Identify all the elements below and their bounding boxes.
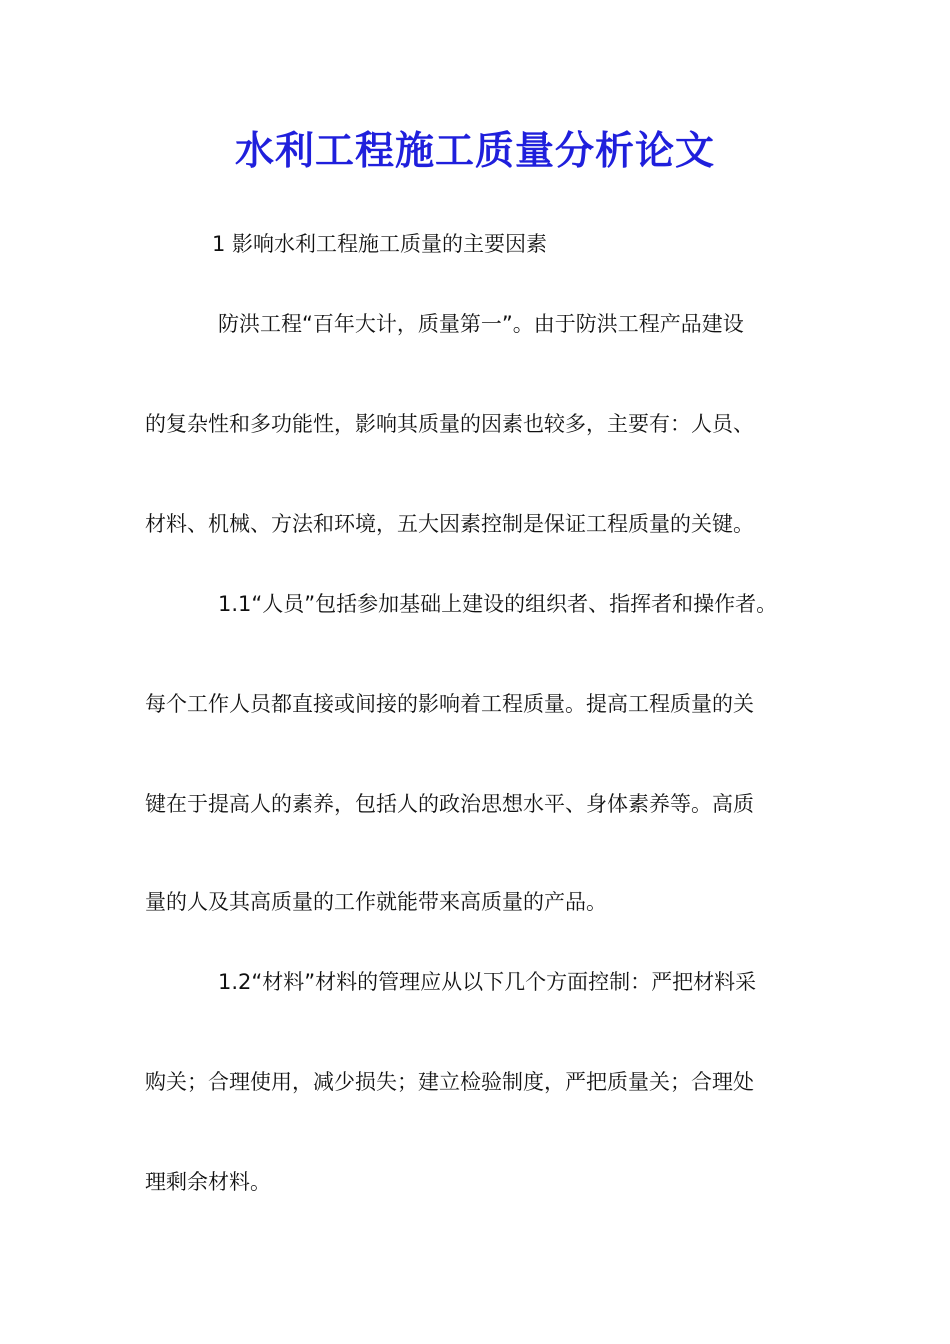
- section-heading: 1 影响水利工程施工质量的主要因素: [212, 232, 548, 256]
- paragraph-line: 每个工作人员都直接或间接的影响着工程质量。提高工程质量的关: [145, 692, 754, 716]
- paragraph-line: 购关；合理使用，减少损失；建立检验制度，严把质量关；合理处: [145, 1070, 754, 1094]
- document-title: 水利工程施工质量分析论文: [234, 129, 715, 174]
- paragraph-line: 1.1“人员”包括参加基础上建设的组织者、指挥者和操作者。: [218, 592, 778, 616]
- paragraph-line: 防洪工程“百年大计，质量第一”。由于防洪工程产品建设: [218, 312, 744, 336]
- paragraph-line: 的复杂性和多功能性，影响其质量的因素也较多，主要有：人员、: [145, 412, 754, 436]
- paragraph-line: 理剩余材料。: [145, 1170, 271, 1194]
- paragraph-line: 量的人及其高质量的工作就能带来高质量的产品。: [145, 890, 607, 914]
- paragraph-line: 1.2“材料”材料的管理应从以下几个方面控制：严把材料采: [218, 970, 757, 994]
- paragraph-line: 键在于提高人的素养，包括人的政治思想水平、身体素养等。高质: [145, 792, 754, 816]
- paragraph-line: 材料、机械、方法和环境，五大因素控制是保证工程质量的关键。: [145, 512, 754, 536]
